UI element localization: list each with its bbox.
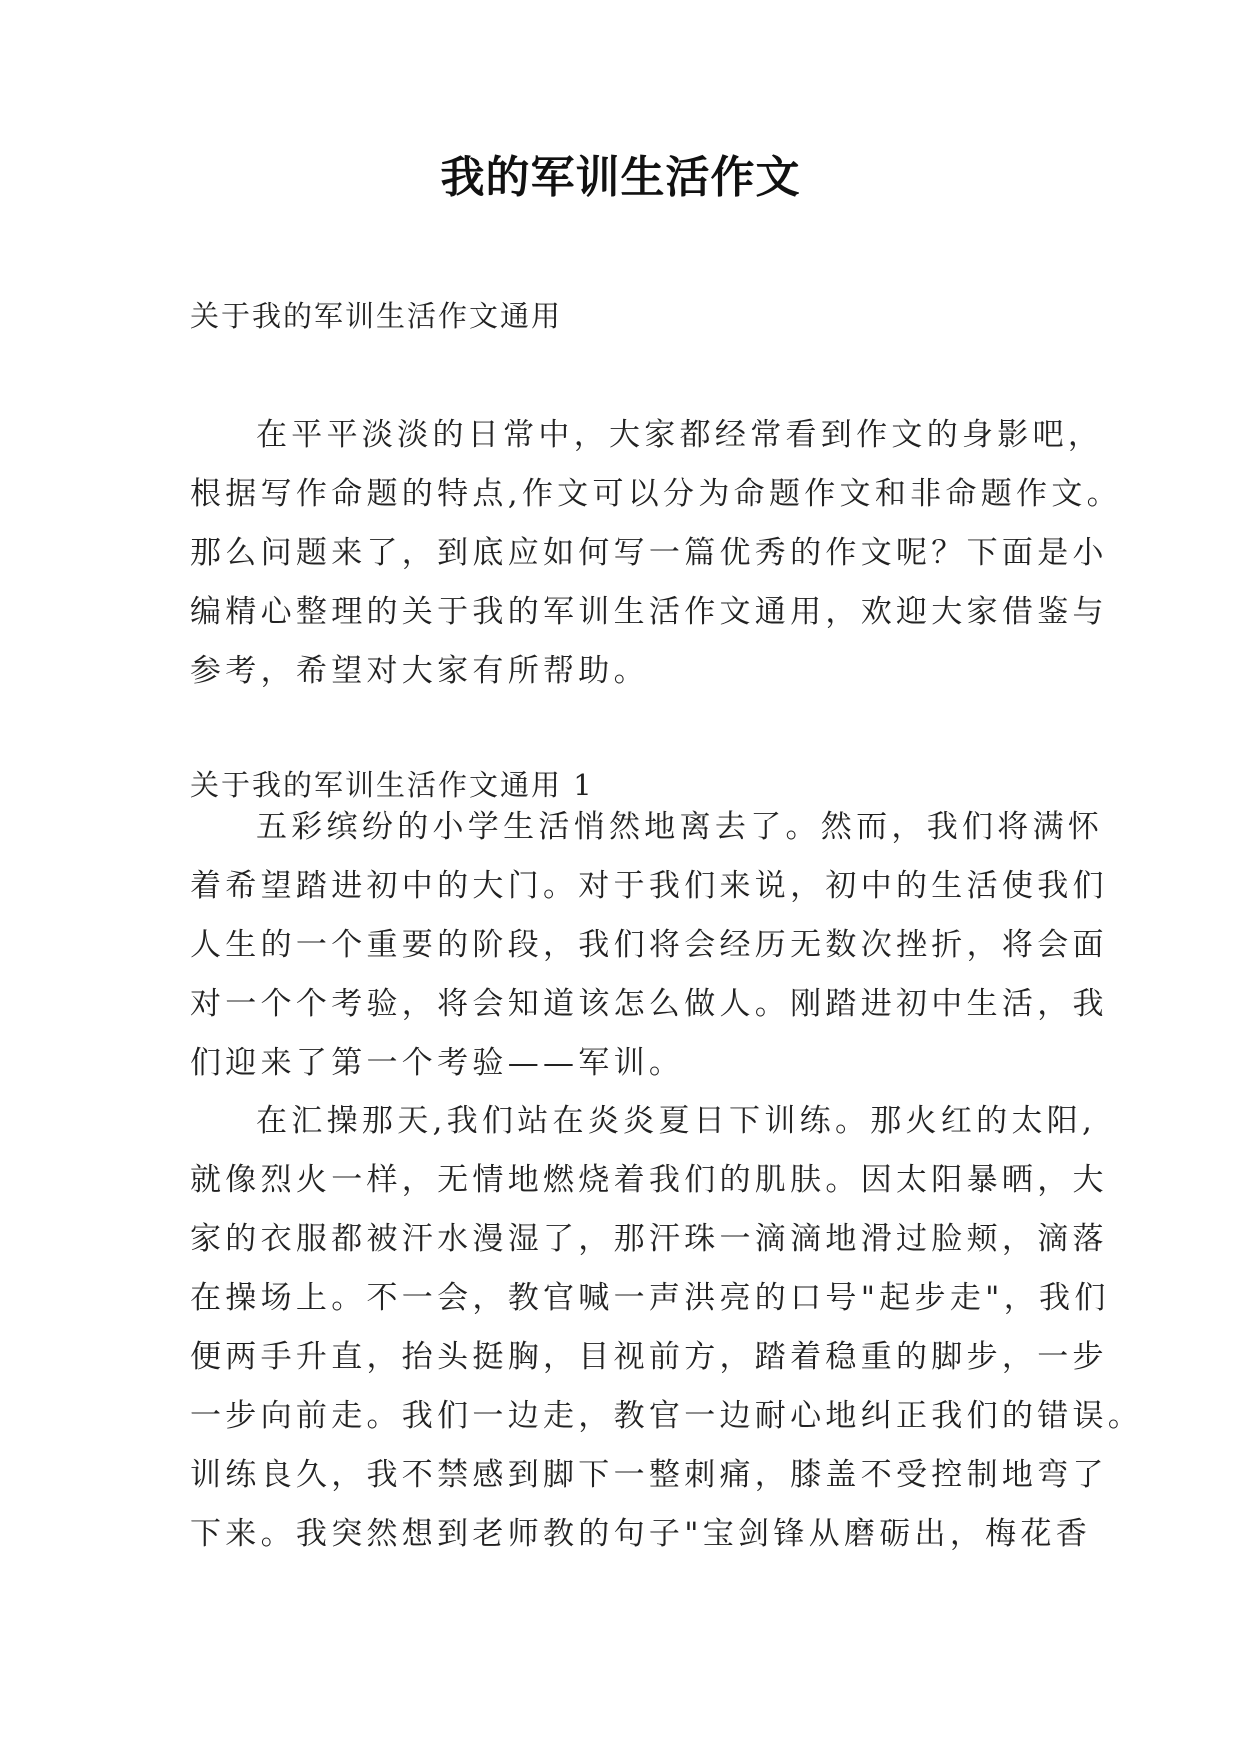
- intro-line: 参考，希望对大家有所帮助。: [190, 653, 649, 689]
- intro-line: 在平平淡淡的日常中，大家都经常看到作文的身影吧，: [256, 417, 1104, 453]
- paragraph-line: 五彩缤纷的小学生活悄然地离去了。然而，我们将满怀: [256, 809, 1104, 845]
- document-title: 我的军训生活作文: [440, 152, 801, 203]
- paragraph-line: 下来。我突然想到老师教的句子"宝剑锋从磨砺出，梅花香: [190, 1516, 1092, 1552]
- paragraph-line: 一步向前走。我们一边走，教官一边耐心地纠正我们的错误。: [190, 1398, 1144, 1434]
- intro-paragraph: [190, 406, 1122, 701]
- paragraph-line: 对一个个考验，将会知道该怎么做人。刚踏进初中生活，我: [190, 986, 1108, 1022]
- subtitle-heading: 关于我的军训生活作文通用: [190, 299, 563, 333]
- paragraph-line: 家的衣服都被汗水漫湿了，那汗珠一滴滴地滑过脸颊，滴落: [190, 1221, 1108, 1257]
- paragraph-line: 人生的一个重要的阶段，我们将会经历无数次挫折，将会面: [190, 927, 1108, 963]
- paragraph-line: 训练良久，我不禁感到脚下一整刺痛，膝盖不受控制地弯了: [190, 1457, 1108, 1493]
- intro-line: 那么问题来了，到底应如何写一篇优秀的作文呢？下面是小: [190, 535, 1108, 571]
- body-paragraph-2: [190, 1092, 1144, 1564]
- paragraph-line: 就像烈火一样，无情地燃烧着我们的肌肤。因太阳暴晒，大: [190, 1162, 1108, 1198]
- intro-line: 编精心整理的关于我的军训生活作文通用，欢迎大家借鉴与: [190, 594, 1108, 630]
- body-paragraph-1: [190, 798, 1108, 1093]
- paragraph-line: 着希望踏进初中的大门。对于我们来说，初中的生活使我们: [190, 868, 1108, 904]
- section-heading: 关于我的军训生活作文通用 1: [190, 768, 594, 802]
- paragraph-line: 在汇操那天,我们站在炎炎夏日下训练。那火红的太阳,: [256, 1103, 1097, 1139]
- paragraph-line: 便两手升直，抬头挺胸，目视前方，踏着稳重的脚步，一步: [190, 1339, 1108, 1375]
- paragraph-line: 们迎来了第一个考验——军训。: [190, 1045, 685, 1081]
- paragraph-line: 在操场上。不一会，教官喊一声洪亮的口号"起步走"，我们: [190, 1280, 1110, 1316]
- intro-line: 根据写作命题的特点,作文可以分为命题作文和非命题作文。: [190, 476, 1122, 512]
